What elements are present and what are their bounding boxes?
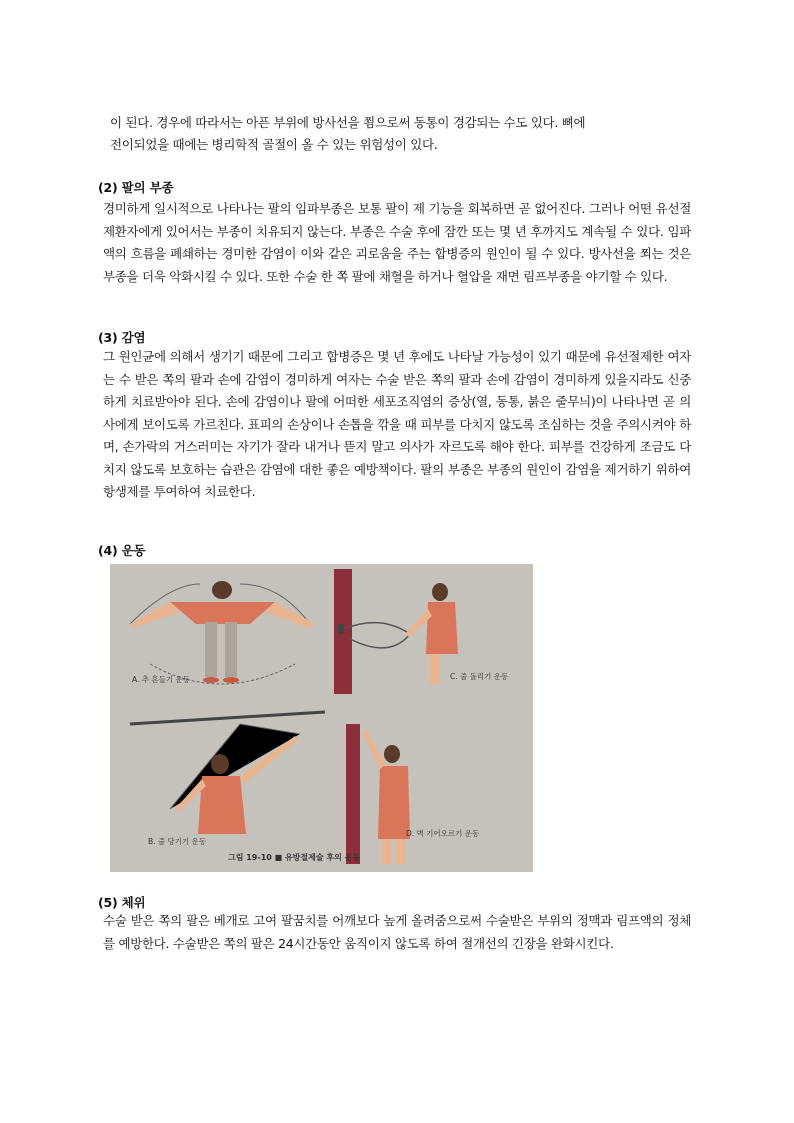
section-2-heading: (2) 팔의 부종 xyxy=(98,180,174,195)
intro-line-1: 이 된다. 경우에 따라서는 아픈 부위에 방사선을 쬠으로써 동통이 경감되는 수도 있다. 뼈에 xyxy=(110,115,586,130)
intro-line-2: 전이되었을 때에는 병리학적 골절이 올 수 있는 위험성이 있다. xyxy=(110,137,438,152)
section-5-heading: (5) 체위 xyxy=(98,895,146,910)
section-5-body: 수술 받은 쪽의 팔은 베개로 고여 팔꿈치를 어깨보다 높게 올려줌으로써 수술받은 부위의 정맥과 림프액의 정체를 예방한다. 수술받은 쪽의 팔은 24시간동안 움직이지 않도록 하여 절개선의 긴장을 완화시킨다. xyxy=(103,913,691,951)
exercise-figure xyxy=(110,564,533,872)
section-3-body: 그 원인균에 의해서 생기기 때문에 그리고 합병증은 몇 년 후에도 나타날 가능성이 있기 때문에 유선절제한 여자는 수 받은 쪽의 팔과 손에 감염이 경미하게 여자는 수술 받은 쪽의 팔과 손에 감염이 경미하게 있을지라도 신중하게 치료받아야 된다. 손에 감염이나 팔에 어떠한 세포조직염의 증상(열, 동통, 붉은 줄무늬)이 나타나면 곧 의사에게 보이도록 가르친다. 표피의 손상이나 손톱을 깎을 때 피부를 다치지 않도록 조심하는 것을 주의시켜야 하며, 손가락의 거스러미는 자기가 잘라 내거나 뜯지 말고 의사가 자르도록 해야 한다. 피부를 건강하게 조금도 다치지 않도록 보호하는 습관은 감염에 대한 좋은 예방책이다. 팔의 부종은 부종의 원인이 감염을 제거하기 위하여 항생제를 투여하여 치료한다. xyxy=(103,349,691,499)
section-2-body: 경미하게 일시적으로 나타나는 팔의 임파부종은 보통 팔이 제 기능을 회복하면 곧 없어진다. 그러나 어떤 유선절제환자에게 있어서는 부종이 치유되지 않는다. 부종은 수술 후에 잠깐 또는 몇 년 후까지도 계속될 수 있다. 임파액의 흐름을 폐쇄하는 경미한 감염이 이와 같은 괴로움을 주는 합병증의 원인이 될 수 있다. 방사선을 쬐는 것은 부종을 더욱 악화시킬 수 있다. 또한 수술 한 쪽 팔에 채혈을 하거나 혈압을 재면 림프부종을 야기할 수 있다. xyxy=(103,201,691,284)
section-3-heading: (3) 감염 xyxy=(98,330,146,345)
section-4-heading: (4) 운동 xyxy=(98,543,146,558)
label-a: A. 추 흔들기 운동 xyxy=(132,675,191,684)
label-d: D. 벽 기어오르기 운동 xyxy=(406,829,480,838)
figure-caption: 그림 19-10 ■ 유방절제술 후의 운동 xyxy=(228,853,361,862)
label-b: B. 줄 당기기 운동 xyxy=(148,837,207,846)
label-c: C. 줄 돌리기 운동 xyxy=(450,672,509,681)
